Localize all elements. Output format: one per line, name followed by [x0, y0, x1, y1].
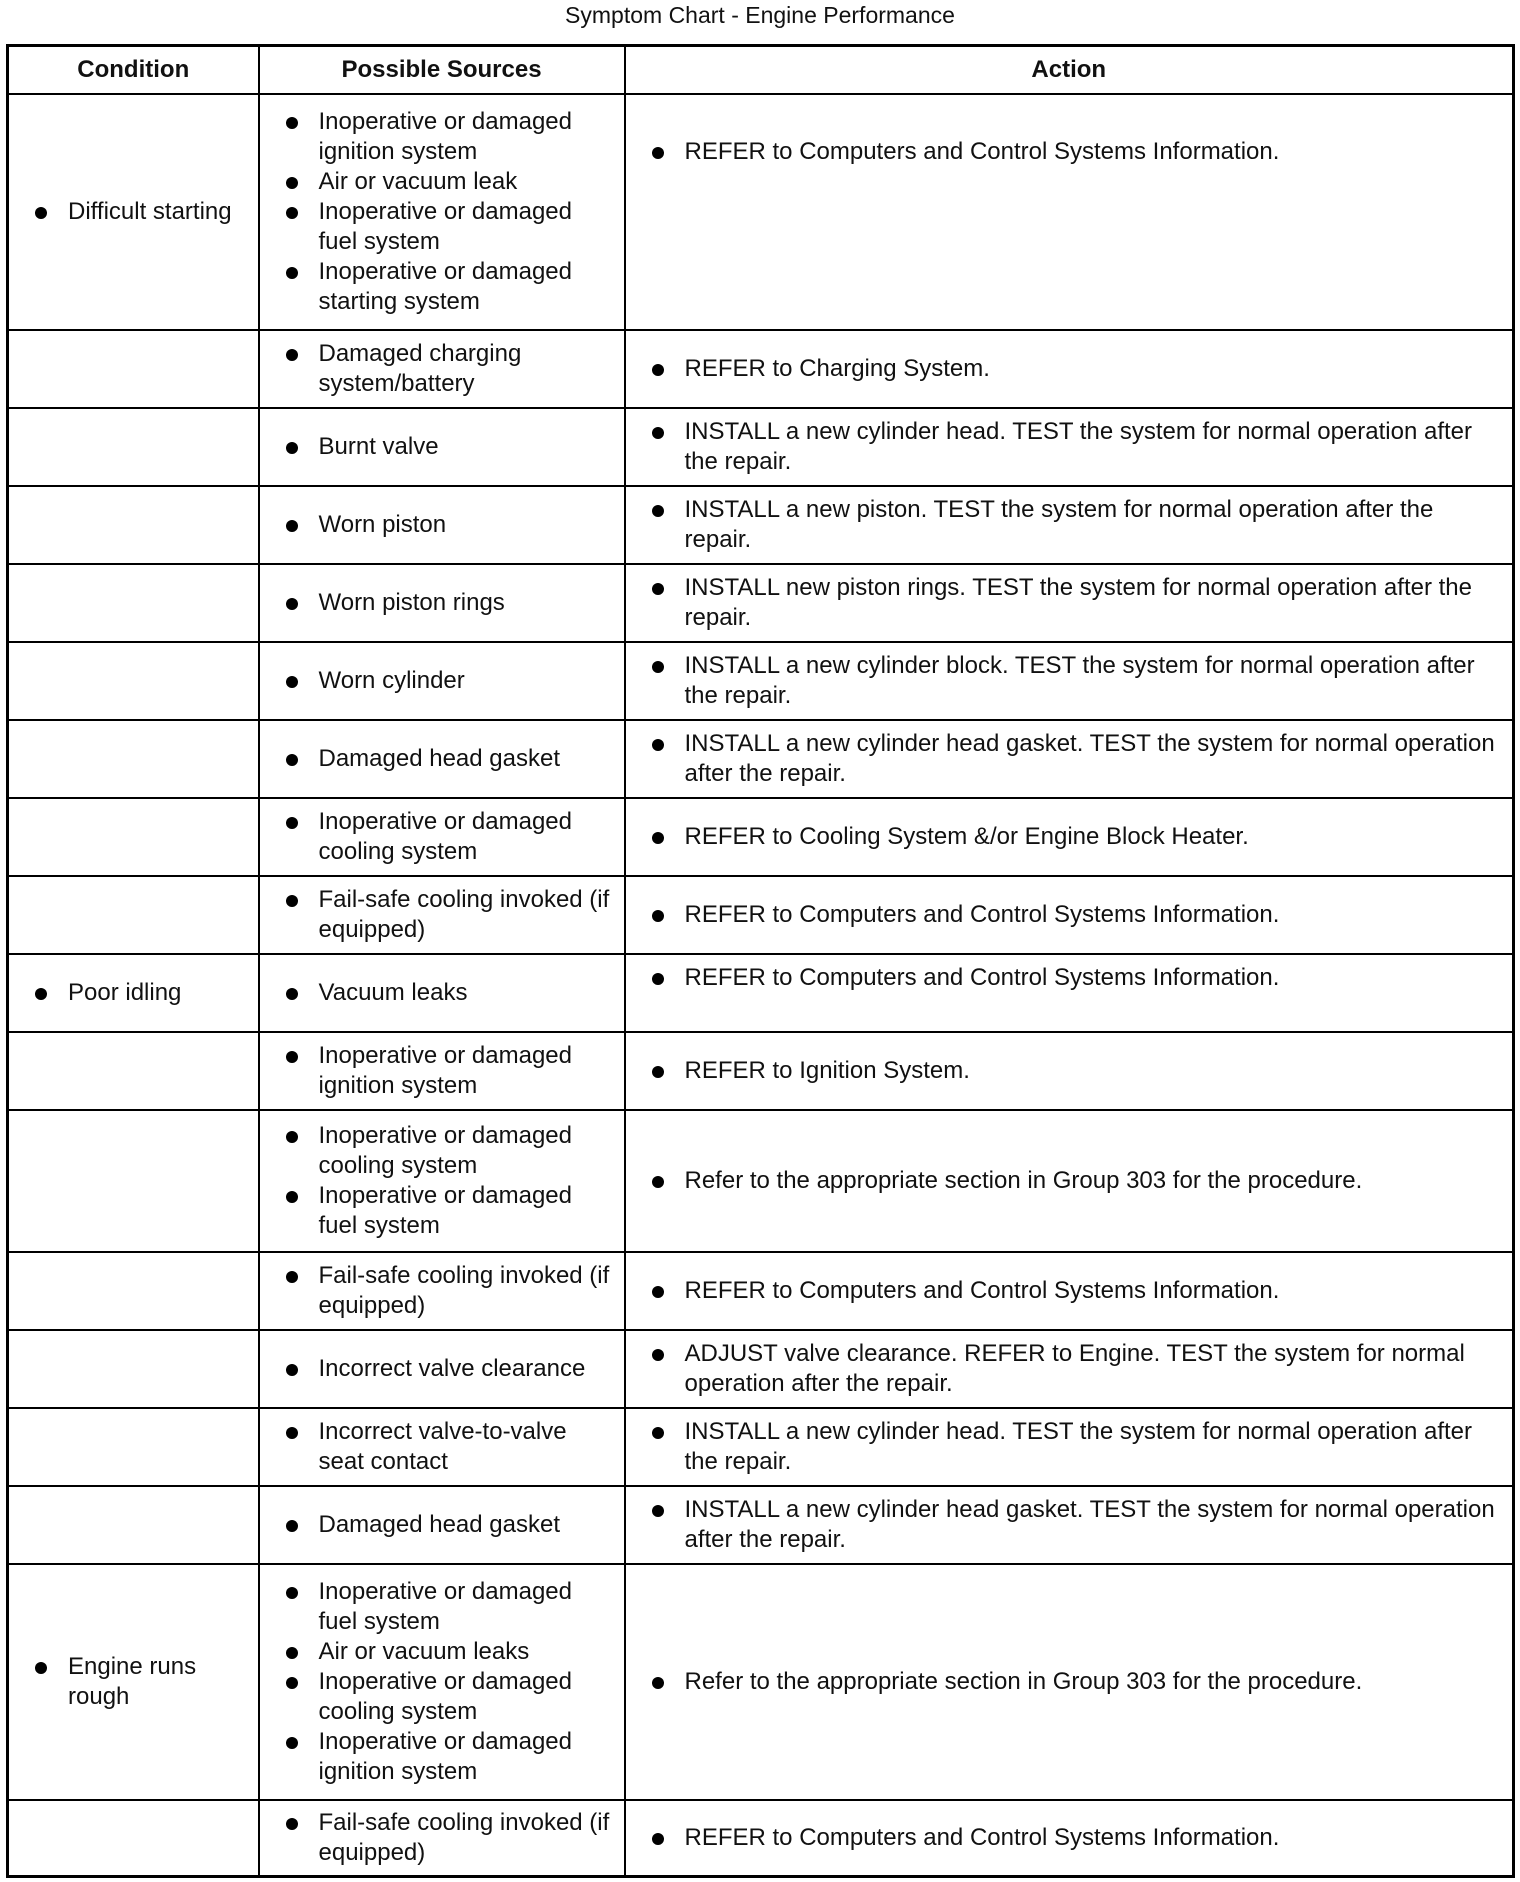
action-item: INSTALL a new cylinder block. TEST the system for normal operation after the repair. — [626, 651, 1513, 711]
table-row — [8, 330, 1514, 408]
action-cell — [625, 330, 1514, 408]
action-item: REFER to Ignition System. — [626, 1056, 1513, 1086]
sources-cell — [259, 564, 625, 642]
source-item: Inoperative or damaged starting system — [260, 257, 624, 317]
table-row — [8, 1800, 1514, 1876]
condition-cell — [8, 876, 259, 954]
sources-cell — [259, 486, 625, 564]
sources-cell — [259, 1032, 625, 1110]
action-cell — [625, 720, 1514, 798]
header-condition: Condition — [8, 46, 259, 95]
table-row — [8, 486, 1514, 564]
action-cell — [625, 408, 1514, 486]
source-item: Incorrect valve clearance — [260, 1354, 624, 1384]
condition-item: Engine runs rough — [9, 1652, 258, 1712]
condition-cell — [8, 330, 259, 408]
sources-cell — [259, 94, 625, 330]
action-item: ADJUST valve clearance. REFER to Engine. TEST the system for normal operation after the repair. — [626, 1339, 1513, 1399]
condition-cell — [8, 1330, 259, 1408]
action-item: INSTALL a new cylinder head. TEST the system for normal operation after the repair. — [626, 1417, 1513, 1477]
action-cell — [625, 1252, 1514, 1330]
source-item: Damaged charging system/battery — [260, 339, 624, 399]
source-item: Worn piston rings — [260, 588, 624, 618]
action-item: INSTALL a new cylinder head gasket. TEST the system for normal operation after the repair. — [626, 729, 1513, 789]
condition-cell — [8, 408, 259, 486]
table-row — [8, 1564, 1514, 1800]
condition-item: Poor idling — [9, 978, 258, 1008]
table-row — [8, 720, 1514, 798]
condition-cell — [8, 1800, 259, 1876]
source-item: Burnt valve — [260, 432, 624, 462]
source-item: Incorrect valve-to-valve seat contact — [260, 1417, 624, 1477]
source-item: Air or vacuum leak — [260, 167, 624, 197]
condition-cell — [8, 720, 259, 798]
table-row — [8, 1110, 1514, 1252]
action-item: REFER to Computers and Control Systems Information. — [626, 1823, 1513, 1853]
action-item: REFER to Computers and Control Systems Information. — [626, 900, 1513, 930]
source-item: Vacuum leaks — [260, 978, 624, 1008]
condition-cell — [8, 642, 259, 720]
table-row — [8, 876, 1514, 954]
sources-cell — [259, 1330, 625, 1408]
source-item: Inoperative or damaged cooling system — [260, 807, 624, 867]
source-item: Worn cylinder — [260, 666, 624, 696]
action-item: REFER to Computers and Control Systems Information. — [626, 963, 1513, 993]
condition-cell — [8, 1032, 259, 1110]
source-item: Damaged head gasket — [260, 1510, 624, 1540]
action-item: REFER to Computers and Control Systems Information. — [626, 137, 1513, 167]
condition-cell — [8, 486, 259, 564]
sources-cell — [259, 1800, 625, 1876]
table-row — [8, 408, 1514, 486]
source-item: Inoperative or damaged ignition system — [260, 1727, 624, 1787]
condition-cell — [8, 1110, 259, 1252]
source-item: Inoperative or damaged fuel system — [260, 1577, 624, 1637]
table-row — [8, 1408, 1514, 1486]
header-row — [8, 46, 1514, 95]
table-row — [8, 1330, 1514, 1408]
action-cell — [625, 876, 1514, 954]
condition-cell — [8, 1486, 259, 1564]
sources-cell — [259, 720, 625, 798]
action-cell — [625, 1032, 1514, 1110]
source-item: Inoperative or damaged cooling system — [260, 1121, 624, 1181]
symptom-chart-table — [6, 44, 1515, 1878]
table-row — [8, 642, 1514, 720]
action-cell — [625, 1486, 1514, 1564]
condition-cell — [8, 564, 259, 642]
action-cell — [625, 1564, 1514, 1800]
sources-cell — [259, 642, 625, 720]
sources-cell — [259, 408, 625, 486]
source-item: Inoperative or damaged fuel system — [260, 1181, 624, 1241]
action-item: INSTALL a new cylinder head gasket. TEST the system for normal operation after the repair. — [626, 1495, 1513, 1555]
sources-cell — [259, 954, 625, 1032]
condition-cell — [8, 1408, 259, 1486]
source-item: Damaged head gasket — [260, 744, 624, 774]
action-cell — [625, 798, 1514, 876]
action-cell — [625, 642, 1514, 720]
source-item: Worn piston — [260, 510, 624, 540]
condition-cell — [8, 94, 259, 330]
table-row — [8, 564, 1514, 642]
action-cell — [625, 1110, 1514, 1252]
sources-cell — [259, 1486, 625, 1564]
action-item: Refer to the appropriate section in Group 303 for the procedure. — [626, 1166, 1513, 1196]
sources-cell — [259, 1408, 625, 1486]
sources-cell — [259, 1564, 625, 1800]
condition-cell — [8, 954, 259, 1032]
sources-cell — [259, 1110, 625, 1252]
table-row — [8, 1252, 1514, 1330]
action-cell — [625, 1330, 1514, 1408]
condition-item: Difficult starting — [9, 197, 258, 227]
action-cell — [625, 1408, 1514, 1486]
source-item: Inoperative or damaged ignition system — [260, 1041, 624, 1101]
action-item: INSTALL a new cylinder head. TEST the system for normal operation after the repair. — [626, 417, 1513, 477]
action-item: REFER to Cooling System &/or Engine Block Heater. — [626, 822, 1513, 852]
action-cell — [625, 1800, 1514, 1876]
table-row — [8, 1486, 1514, 1564]
action-cell — [625, 564, 1514, 642]
header-action: Action — [625, 46, 1514, 95]
table-row — [8, 94, 1514, 330]
sources-cell — [259, 330, 625, 408]
action-item: INSTALL a new piston. TEST the system for normal operation after the repair. — [626, 495, 1513, 555]
header-possible-sources: Possible Sources — [259, 46, 625, 95]
source-item: Fail-safe cooling invoked (if equipped) — [260, 885, 624, 945]
sources-cell — [259, 1252, 625, 1330]
action-cell — [625, 486, 1514, 564]
action-item: REFER to Computers and Control Systems Information. — [626, 1276, 1513, 1306]
condition-cell — [8, 1564, 259, 1800]
source-item: Inoperative or damaged fuel system — [260, 197, 624, 257]
action-cell — [625, 94, 1514, 330]
source-item: Fail-safe cooling invoked (if equipped) — [260, 1261, 624, 1321]
source-item: Fail-safe cooling invoked (if equipped) — [260, 1808, 624, 1868]
condition-cell — [8, 1252, 259, 1330]
chart-title: Symptom Chart - Engine Performance — [565, 2, 955, 28]
action-cell — [625, 954, 1514, 1032]
source-item: Air or vacuum leaks — [260, 1637, 624, 1667]
table-row — [8, 954, 1514, 1032]
table-row — [8, 798, 1514, 876]
condition-cell — [8, 798, 259, 876]
sources-cell — [259, 876, 625, 954]
table-row — [8, 1032, 1514, 1110]
action-item: REFER to Charging System. — [626, 354, 1513, 384]
source-item: Inoperative or damaged cooling system — [260, 1667, 624, 1727]
sources-cell — [259, 798, 625, 876]
source-item: Inoperative or damaged ignition system — [260, 107, 624, 167]
action-item: INSTALL new piston rings. TEST the system for normal operation after the repair. — [626, 573, 1513, 633]
action-item: Refer to the appropriate section in Group 303 for the procedure. — [626, 1667, 1513, 1697]
